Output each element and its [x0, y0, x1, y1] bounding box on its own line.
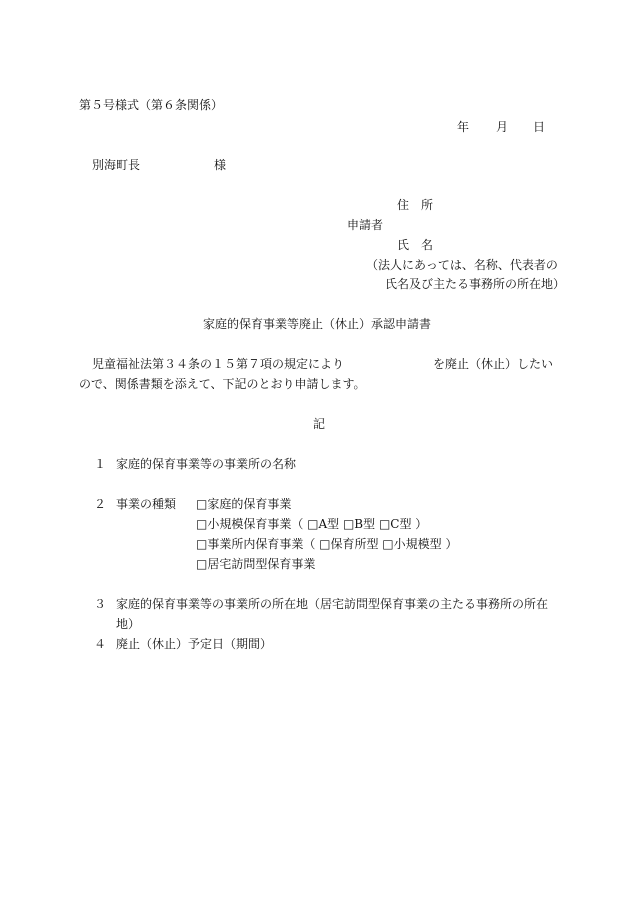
item-2-label: 事業の種類	[116, 497, 177, 511]
date-day-label: 日	[533, 120, 546, 134]
addressee-office: 別海町長	[92, 158, 141, 172]
item-3-number: ３	[94, 597, 107, 611]
address-label: 住 所	[397, 198, 434, 212]
date-month-label: 月	[496, 120, 509, 134]
corporate-note-line2: 氏名及び主たる事務所の所在地）	[385, 277, 566, 291]
body-line1-start: 児童福祉法第３４条の１５第７項の規定により	[92, 357, 345, 371]
item-2-option-workplace: □事業所内保育事業（ □保育所型 □小規模型 ）	[196, 537, 458, 551]
addressee-honorific: 様	[214, 158, 227, 172]
body-line1-end: を廃止（休止）したい	[433, 357, 554, 371]
item-3-text-line1: 家庭的保育事業等の事業所の所在地（居宅訪問型保育事業の主たる事務所の所在	[116, 597, 549, 611]
item-2-number: ２	[94, 497, 107, 511]
item-2-option-home-visit: □居宅訪問型保育事業	[196, 557, 316, 571]
date-year-label: 年	[457, 120, 470, 134]
item-1-text: 家庭的保育事業等の事業所の名称	[116, 457, 297, 471]
item-4-number: ４	[94, 637, 107, 651]
item-1-number: １	[94, 457, 107, 471]
name-label: 氏 名	[397, 238, 434, 252]
applicant-label: 申請者	[347, 218, 384, 232]
form-number: 第５号様式（第６条関係）	[79, 98, 224, 112]
item-2-option-family-daycare: □家庭的保育事業	[196, 497, 292, 511]
document-title: 家庭的保育事業等廃止（休止）承認申請書	[203, 317, 432, 331]
corporate-note-line1: （法人にあっては、名称、代表者の	[366, 258, 558, 272]
ki-heading: 記	[313, 417, 326, 431]
body-line2: ので、関係書類を添えて、下記のとおり申請します。	[79, 377, 366, 391]
item-4-text: 廃止（休止）予定日（期間）	[116, 637, 273, 651]
item-2-option-small-scale: □小規模保育事業（ □A型 □B型 □C型 ）	[196, 517, 428, 531]
item-3-text-line2: 地）	[116, 617, 141, 631]
